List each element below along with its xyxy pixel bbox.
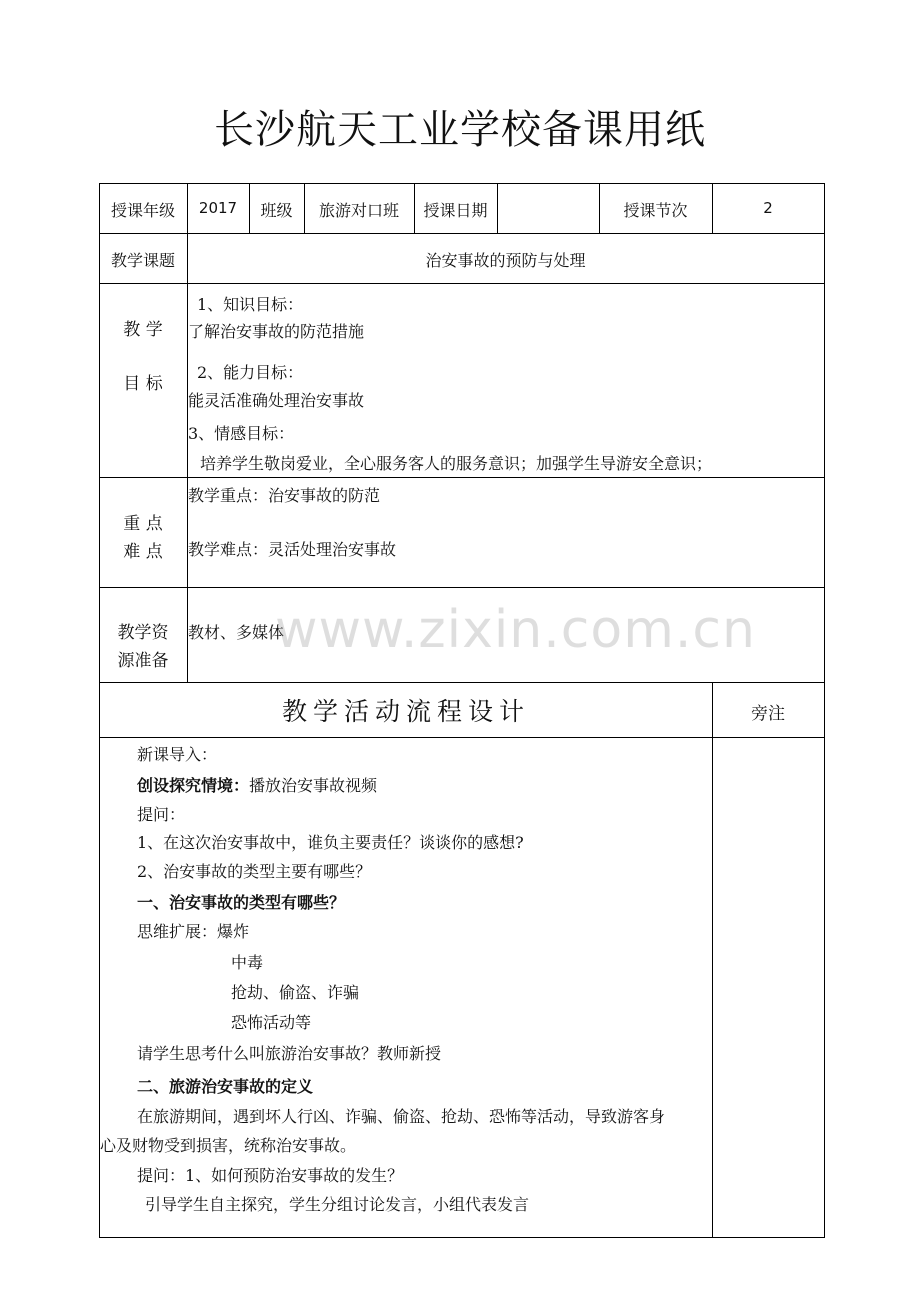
grade-value: 2017: [198, 199, 238, 217]
date-label: 授课日期: [423, 201, 488, 220]
objective-line: 3、情感目标：: [188, 424, 295, 443]
keypoints-label-2: 难 点: [123, 542, 163, 562]
type-item: 恐怖活动等: [231, 1013, 312, 1032]
class-value: 旅游对口班: [318, 201, 399, 220]
question-1: 1、在这次治安事故中，谁负主要责任？谈谈你的感想?: [137, 833, 524, 852]
objective-line: 1、知识目标：: [197, 295, 304, 314]
watermark: www.zixin.com.cn: [275, 600, 756, 660]
page-title: 长沙航天工业学校备课用纸: [214, 107, 706, 153]
resources-label-1: 教学资: [117, 623, 169, 643]
scenario-value: 播放治安事故视频: [249, 776, 378, 795]
think-text: 请学生思考什么叫旅游治安事故？教师新授: [137, 1044, 442, 1063]
expand-text: 思维扩展：爆炸: [137, 922, 250, 941]
class-label: 班级: [260, 201, 293, 220]
ask-text: 提问：: [137, 805, 186, 824]
topic-label: 教学课题: [110, 251, 175, 270]
objective-line: 了解治安事故的防范措施: [188, 322, 365, 341]
section-heading-2: 二、旅游治安事故的定义: [137, 1077, 314, 1096]
definition-line-2: 心及财物受到损害，统称治安事故。: [100, 1136, 357, 1155]
objectives-label-1: 教 学: [123, 320, 163, 340]
scenario-line: [137, 773, 377, 796]
period-value: 2: [763, 199, 773, 217]
period-label: 授课节次: [623, 201, 688, 220]
keypoints-label-1: 重 点: [123, 514, 163, 534]
objective-line: 2、能力目标：: [197, 363, 304, 382]
definition-line-1: 在旅游期间，遇到坏人行凶、诈骗、偷盗、抢劫、恐怖等活动，导致游客身: [137, 1107, 666, 1126]
type-item: 中毒: [231, 953, 264, 972]
topic-value: 治安事故的预防与处理: [425, 251, 586, 270]
type-item: 抢劫、偷盗、诈骗: [231, 983, 360, 1002]
guide-text: 引导学生自主探究，学生分组讨论发言，小组代表发言: [145, 1195, 530, 1214]
scenario-label: 创设探究情境：: [137, 776, 250, 795]
section-heading-1: 一、治安事故的类型有哪些？: [137, 893, 346, 912]
flow-heading: 教学活动流程设计: [281, 697, 530, 726]
ask-2-text: 提问：1、如何预防治安事故的发生？: [137, 1166, 404, 1185]
teaching-difficulty: 教学难点：灵活处理治安事故: [188, 540, 397, 559]
objective-line: 能灵活准确处理治安事故: [188, 391, 365, 410]
objective-line: 培养学生敬岗爱业，全心服务客人的服务意识；加强学生导游安全意识；: [200, 454, 713, 473]
teaching-focus: 教学重点：治安事故的防范: [188, 486, 381, 505]
resources-label-2: 源准备: [117, 651, 169, 671]
grade-label: 授课年级: [110, 201, 175, 220]
side-note-heading: 旁注: [751, 704, 785, 724]
question-2: 2、治安事故的类型主要有哪些？: [137, 862, 372, 881]
intro-text: 新课导入：: [137, 745, 218, 764]
objectives-label-2: 目 标: [123, 374, 163, 394]
resources-value: 教材、多媒体: [188, 623, 285, 642]
